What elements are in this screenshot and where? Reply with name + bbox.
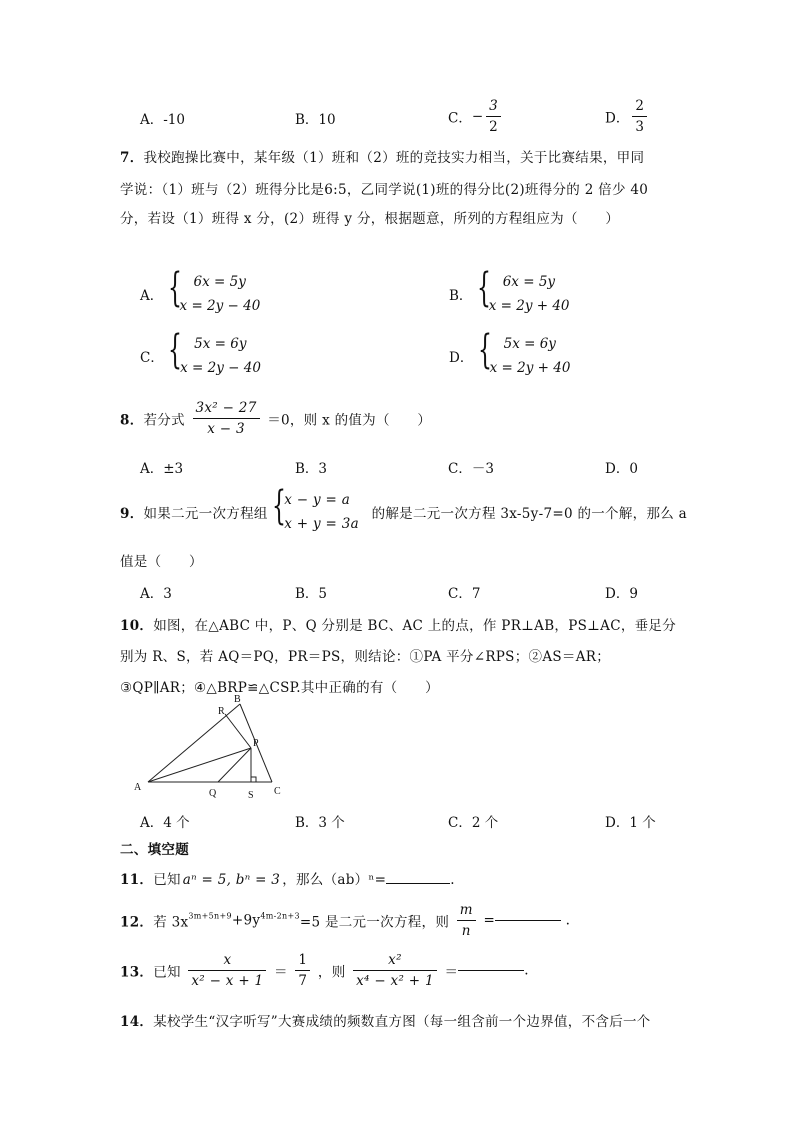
q10-option-c: C．2 个 <box>448 815 499 831</box>
question-11: 11．已知 aⁿ = 5, bⁿ = 3 ，那么（ab）ⁿ= . <box>120 872 455 888</box>
q12-fraction: $\frac{m}{n}$ <box>457 900 476 941</box>
label-b: B <box>234 694 241 705</box>
q8-option-d: D．0 <box>605 461 638 477</box>
segment-ap <box>148 748 251 782</box>
q10-text-line-2: 别为 R、S，若 AQ＝PQ，PR＝PS，则结论：①PA 平分∠RPS；②AS＝AR； <box>120 649 611 665</box>
q8-fraction: $\frac{\text{3x² − 27}}{x - 3}$ <box>193 398 260 439</box>
q7-text-line-2: 学说：（1）班与（2）班得分比是6:5，乙同学说(1)班的得分比(2)班得分的 2 倍少 40 <box>120 182 649 198</box>
q10-text-line-3: ③QP∥AR；④△BRP≌△CSP.其中正确的有（ ） <box>120 680 439 696</box>
q9-option-c: C．7 <box>448 586 481 602</box>
q9-option-d: D．9 <box>605 586 638 602</box>
q13-fraction-3: $\frac{\text{x²}}{\text{x⁴ − x² + 1}}$ <box>353 950 437 991</box>
q12-answer-blank[interactable] <box>495 920 561 921</box>
q7-text-line-1: 我校跑操比赛中，某年级（1）班和（2）班的竞技实力相当，关于比赛结果，甲同 <box>143 150 645 166</box>
q7-text-line-3: 分，若设（1）班得 x 分，(2）班得 y 分，根据题意，所列的方程组应为（ ） <box>120 211 620 227</box>
q8-option-b: B．3 <box>295 461 328 477</box>
q6-option-d: D． $\frac{2}{3}$ <box>605 96 650 137</box>
label-a: A <box>134 782 142 793</box>
q10-option-d: D．1 个 <box>605 815 656 831</box>
triangle-figure <box>130 694 300 804</box>
q9-option-a: A．3 <box>140 586 172 602</box>
q13-answer-blank[interactable] <box>458 970 524 971</box>
q9-option-b: B．5 <box>295 586 328 602</box>
q6-option-a: A．-10 <box>140 112 185 128</box>
q7-option-a: A． { 6x = 5y x = 2y − 40 <box>140 265 261 314</box>
label-q: Q <box>209 788 217 799</box>
segment-pr <box>225 714 251 748</box>
label-c: C <box>274 786 281 797</box>
q7-option-b: B． { 6x = 5y x = 2y + 40 <box>449 265 570 314</box>
label-r: R <box>218 706 225 717</box>
q9-system: { x − y = a x + y = 3a <box>272 483 359 532</box>
label-p: P <box>253 738 259 749</box>
question-13: 13．已知 $\frac{x}{\text{x² − x + 1}}$ ＝ $\frac{1}{7}$ ，则 $\frac{\text{x²}}{\text{x⁴ − x² + 1}}$ ＝ . <box>120 952 529 989</box>
q6-option-c: C．− $\frac{3}{2}$ <box>448 96 504 137</box>
right-angle-mark <box>251 777 256 782</box>
section-title-fill-in: 二、填空题 <box>120 842 189 858</box>
label-s: S <box>248 790 254 801</box>
q10-option-b: B．3 个 <box>295 815 345 831</box>
q10-option-a: A．4 个 <box>140 815 190 831</box>
q13-fraction-1: $\frac{x}{\text{x² − x + 1}}$ <box>188 950 266 991</box>
q13-fraction-2: $\frac{1}{7}$ <box>295 950 310 991</box>
question-14: 14．某校学生“汉字听写”大赛成绩的频数直方图（每一组含前一个边界值，不含后一个 <box>120 1014 651 1030</box>
q6-option-b: B．10 <box>295 112 336 128</box>
q7-option-d: D． { 5x = 6y x = 2y + 40 <box>449 327 571 376</box>
question-12: 12．若 $3x^{3m+5n+9}+9y^{4m-2n+3}=5$ 是二元一次方程，则 $\frac{m}{n}$ = . <box>120 902 571 939</box>
q10-text-line-1: 如图，在△ABC 中，P、Q 分别是 BC、AC 上的点，作 PR⊥AB，PS⊥AC，垂足分 <box>153 618 677 634</box>
q9-text-line-2: 值是（ ） <box>120 554 203 570</box>
q8-option-c: C．－3 <box>448 461 494 477</box>
q8-option-a: A．±3 <box>140 461 184 477</box>
q11-answer-blank[interactable] <box>386 883 450 884</box>
q7-option-c: C． { 5x = 6y x = 2y − 40 <box>140 327 261 376</box>
